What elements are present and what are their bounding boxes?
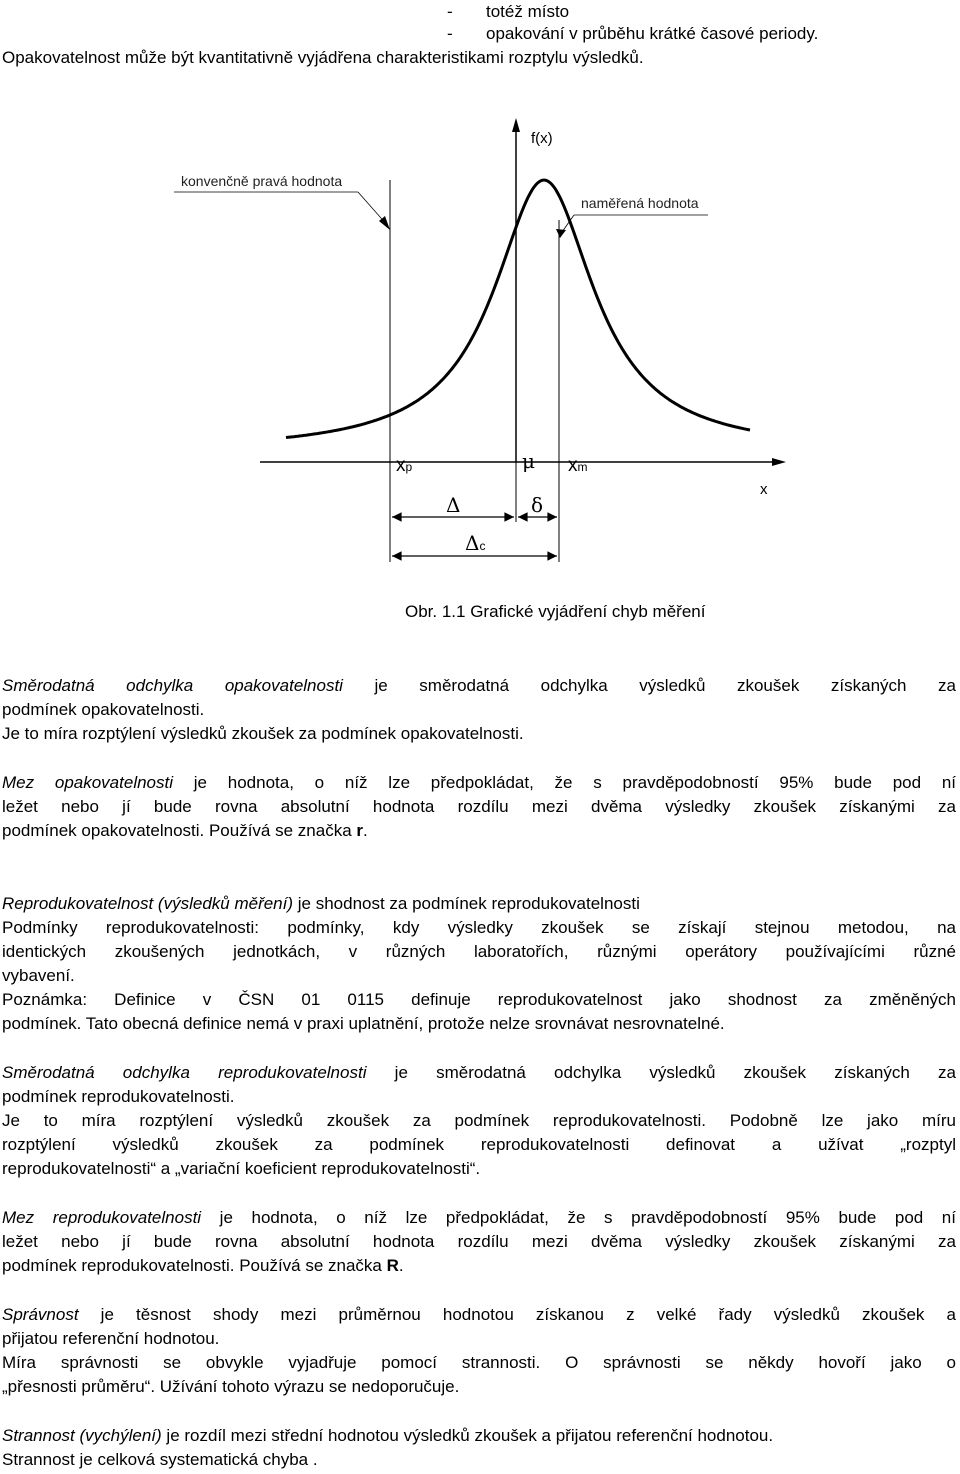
term: Směrodatná odchylka opakovatelnosti xyxy=(2,676,343,695)
p3-line-6: podmínek. Tato obecná definice nemá v praxi uplatnění, protože nelze srovnávat nesrovnatelné. xyxy=(2,1014,725,1033)
period: . xyxy=(398,1256,404,1275)
p4-line-1 xyxy=(2,1061,956,1085)
p1-line-1 xyxy=(2,674,956,698)
p6-line-1 xyxy=(2,1303,956,1327)
intro-text: Opakovatelnost může být kvantitativně vyjádřena charakteristikami rozptylu výsledků. xyxy=(2,48,644,67)
p5-line-3-text: podmínek reprodukovatelnosti. Používá se značka xyxy=(2,1256,387,1275)
bullet-item: opakování v průběhu krátké časové periody. xyxy=(486,24,819,43)
small-delta-label: δ xyxy=(531,493,544,517)
p6-line-1-text: je těsnost shody mezi průměrnou hodnotou získanou z velké řady výsledků zkoušek a xyxy=(78,1305,956,1324)
term: Reprodukovatelnost (výsledků měření) xyxy=(2,894,294,913)
xm-label: xm xyxy=(568,455,588,476)
delta-c-label: Δc xyxy=(465,531,486,555)
p4-line-2: podmínek reprodukovatelnosti. xyxy=(2,1087,235,1106)
bullet-dash: - xyxy=(447,2,453,21)
fx-axis-arrow xyxy=(512,118,520,132)
p5-line-3 xyxy=(2,1254,404,1278)
xp-label: xp xyxy=(396,455,413,476)
measured-value-label: naměřená hodnota xyxy=(581,195,699,211)
figure-caption: Obr. 1.1 Grafické vyjádření chyb měření xyxy=(405,602,706,621)
symbol-r: r xyxy=(356,821,364,840)
x-axis-arrow xyxy=(772,458,786,466)
p3-line-1-text: je shodnost za podmínek reprodukovatelnosti xyxy=(293,894,640,913)
bell-curve xyxy=(286,180,750,438)
p7-line-1 xyxy=(2,1424,773,1448)
mu-label: μ xyxy=(522,449,535,473)
p3-line-5: Poznámka: Definice v ČSN 01 0115 definuje reprodukovatelnost jako shodnost za změněných xyxy=(2,990,956,1009)
p2-line-2: ležet nebo jí bude rovna absolutní hodnota rozdílu mezi dvěma výsledky zkoušek získanými za xyxy=(2,797,956,816)
term: Správnost xyxy=(2,1305,79,1324)
measured-value-arrow xyxy=(556,229,566,238)
term: Mez reprodukovatelnosti xyxy=(2,1208,202,1227)
p2-line-1-text: je hodnota, o níž lze předpokládat, že s pravděpodobností 95% bude pod ní xyxy=(173,773,957,792)
true-value-label: konvenčně pravá hodnota xyxy=(181,173,343,189)
p2-line-1 xyxy=(2,771,956,795)
p3-line-2: Podmínky reprodukovatelnosti: podmínky, kdy výsledky zkoušek se získají stejnou metodou, na xyxy=(2,918,956,937)
p6-line-3: Míra správnosti se obvykle vyjadřuje pomocí strannosti. O správnosti se někdy hovoří jako o xyxy=(2,1353,956,1372)
p5-line-1-text: je hodnota, o níž lze předpokládat, že s pravděpodobností 95% bude pod ní xyxy=(201,1208,956,1227)
p6-line-2: přijatou referenční hodnotou. xyxy=(2,1329,220,1348)
p1-line-1-text: je směrodatná odchylka výsledků zkoušek získaných za xyxy=(342,676,956,695)
term: Směrodatná odchylka reprodukovatelnosti xyxy=(2,1063,367,1082)
delta-label: Δ xyxy=(446,493,461,517)
term: Mez opakovatelnosti xyxy=(2,773,174,792)
p3-line-1 xyxy=(2,892,640,916)
p2-line-3-text: podmínek opakovatelnosti. Používá se značka xyxy=(2,821,357,840)
p5-line-2: ležet nebo jí bude rovna absolutní hodnota rozdílu mezi dvěma výsledky zkoušek získanými za xyxy=(2,1232,956,1251)
bullet-dash: - xyxy=(447,24,453,43)
p4-line-4: rozptýlení výsledků zkoušek za podmínek reprodukovatelnosti definovat a užívat „rozptyl xyxy=(2,1135,956,1154)
p4-line-1-text: je směrodatná odchylka výsledků zkoušek získaných za xyxy=(366,1063,956,1082)
p1-line-2: podmínek opakovatelnosti. xyxy=(2,700,205,719)
p1-line-3: Je to míra rozptýlení výsledků zkoušek za podmínek opakovatelnosti. xyxy=(2,724,524,743)
x-axis-label: x xyxy=(760,481,768,498)
bullet-item: totéž místo xyxy=(486,2,570,21)
p2-line-3 xyxy=(2,819,368,843)
p5-line-1 xyxy=(2,1206,956,1230)
p3-line-3: identických zkoušených jednotkách, v různých laboratořích, různými operátory používajícími různé xyxy=(2,942,956,961)
term: Strannost (vychýlení) xyxy=(2,1426,162,1445)
p4-line-3: Je to míra rozptýlení výsledků zkoušek za podmínek reprodukovatelnosti. Podobně lze jako míru xyxy=(2,1111,956,1130)
p7-line-2: Strannost je celková systematická chyba . xyxy=(2,1450,318,1469)
measurement-error-figure xyxy=(0,110,960,580)
fx-label: f(x) xyxy=(531,130,553,147)
p3-line-4: vybavení. xyxy=(2,966,75,985)
p6-line-4: „přesnosti průměru“. Užívání tohoto výrazu se nedoporučuje. xyxy=(2,1377,460,1396)
p7-line-1-text: je rozdíl mezi střední hodnotou výsledků zkoušek a přijatou referenční hodnotou. xyxy=(161,1426,774,1445)
p4-line-5: reprodukovatelnosti“ a „variační koeficient reprodukovatelnosti“. xyxy=(2,1159,481,1178)
period: . xyxy=(363,821,368,840)
symbol-R: R xyxy=(386,1256,399,1275)
